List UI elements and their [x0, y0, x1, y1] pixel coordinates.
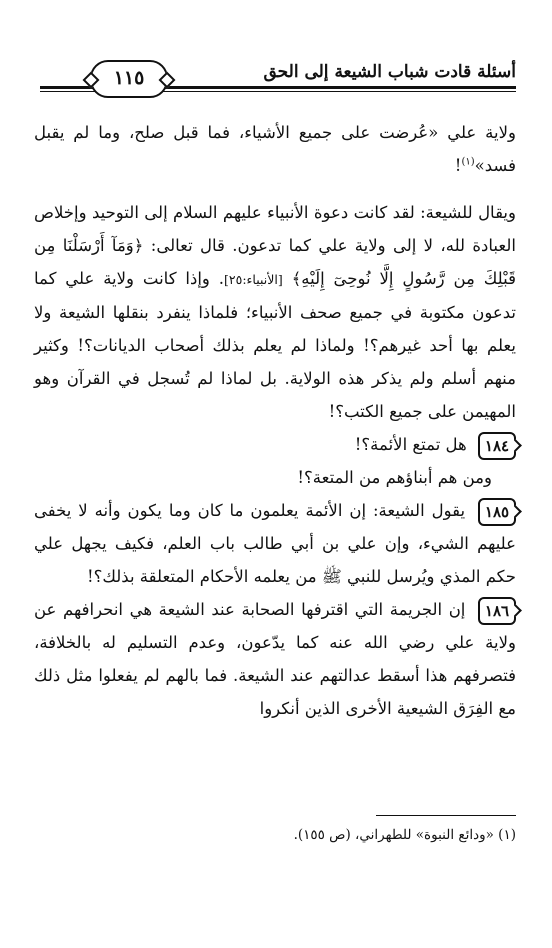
footnote-rule: [376, 815, 516, 816]
question-184: [34, 428, 516, 461]
paragraph-2: [34, 196, 516, 428]
paragraph-2-rest: . وإذا كانت ولاية علي كما تدعون مكتوبة في جميع صحف الأنبياء؛ فلماذا ينفرد بنقلها الشيعة ولا يعلم بها أحد غيرهم؟! ولماذا لم يعلم بذلك أصحاب الديانات؟! وكثير منهم أسلم ولم يذكر هذه الولاية. بل لماذا لم تُسجل في القرآن وهو المهيمن على جميع الكتب؟!: [34, 269, 516, 421]
footnote-ref: (١): [461, 156, 475, 168]
running-title: أسئلة قادت شباب الشيعة إلى الحق: [255, 62, 516, 82]
page-number: ١١٥: [90, 60, 168, 98]
paragraph-1-text: ولاية علي «عُرضت على جميع الأشياء، فما قبل صلح، وما لم يقبل فسد»: [34, 123, 516, 175]
footnote: (١) «ودائع النبوة» للطهراني، (ص ١٥٥).: [293, 827, 516, 843]
question-number-badge: ١٨٤: [478, 432, 516, 460]
page-header: [40, 60, 516, 102]
paragraph-2-intro: ويقال للشيعة: لقد كانت دعوة الأنبياء عليهم السلام إلى التوحيد وإخلاص العبادة لله، لا إلى ولاية علي كما تدعون. قال تعالى:: [34, 203, 516, 255]
paragraph-1: [34, 116, 516, 182]
verse-source: [الأنبياء:٢٥]: [224, 272, 283, 287]
question-184-title: هل تمتع الأئمة؟!: [354, 435, 467, 454]
question-186-text: إن الجريمة التي اقترفها الصحابة عند الشيعة هي انحرافهم عن ولاية علي رضي الله عنه كما يدّعون، وعدم التسليم له بالخلافة، فتصرفهم هذا أسقط عدالتهم عند الشيعة. فما بالهم لم يفعلوا مثل ذلك مع الفِرَق الشيعية الأخرى الذين أنكروا: [34, 600, 516, 718]
question-185-text: يقول الشيعة: إن الأئمة يعلمون ما كان وما يكون وأنه لا يخفى عليهم الشيء، وإن علي بن أبي طالب باب العلم، فكيف يجهل علي حكم المذي ويُرسل للنبي ﷺ من يعلمه الأحكام المتعلقة بذلك؟!: [34, 501, 516, 586]
quran-verse: ﴿وَمَآ أَرْسَلْنَا مِن قَبْلِكَ مِن رَّسُولٍ إِلَّا نُوحِىٓ إِلَيْهِ﴾: [34, 236, 516, 288]
body-text: [34, 116, 516, 725]
question-186: [34, 593, 516, 725]
question-number-badge: ١٨٥: [478, 498, 516, 526]
question-184-text: ومن هم أبناؤهم من المتعة؟!: [297, 468, 492, 487]
paragraph-1-end: !: [454, 156, 462, 175]
question-184-detail: [34, 461, 516, 494]
question-185: [34, 494, 516, 593]
question-number-badge: ١٨٦: [478, 597, 516, 625]
